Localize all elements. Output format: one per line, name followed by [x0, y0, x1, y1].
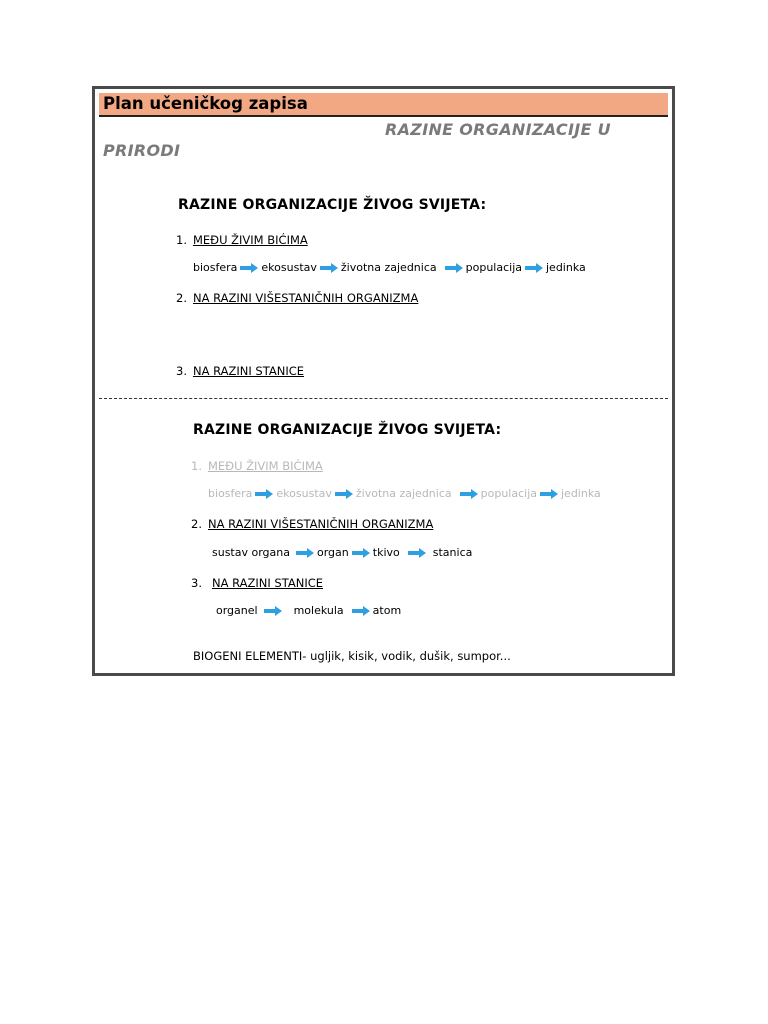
bottom-chain-2 [212, 546, 472, 559]
top-section [99, 93, 668, 398]
chain-word: populacija [480, 487, 537, 500]
chain-word: tkivo [372, 546, 400, 559]
chain-word: jedinka [561, 487, 601, 500]
arrow-right-icon [264, 606, 282, 616]
subtitle-line-1: RAZINE ORGANIZACIJE U [385, 120, 611, 139]
page-title: Plan učeničkog zapisa [103, 94, 308, 113]
bottom-item-2 [191, 517, 433, 531]
chain-word: životna zajednica [340, 261, 437, 274]
arrow-right-icon [445, 263, 463, 273]
chain-word: jedinka [546, 261, 586, 274]
arrow-right-icon [255, 489, 273, 499]
note-content [99, 93, 668, 669]
bottom-item-1-label: MEĐU ŽIVIM BIĆIMA [207, 459, 323, 473]
bottom-chain-1 [208, 487, 601, 500]
chain-word: molekula [293, 604, 344, 617]
arrow-right-icon [408, 548, 426, 558]
top-item-3-number: 3. [176, 364, 187, 378]
arrow-right-icon [296, 548, 314, 558]
top-item-1-label: MEĐU ŽIVIM BIĆIMA [192, 233, 308, 247]
arrow-right-icon [525, 263, 543, 273]
bottom-item-1-number: 1. [191, 459, 202, 473]
top-item-2-label: NA RAZINI VIŠESTANIČNIH ORGANIZMA [192, 291, 419, 305]
chain-word: životna zajednica [355, 487, 452, 500]
bottom-item-1 [191, 459, 323, 473]
chain-word: ekosustav [261, 261, 317, 274]
bottom-item-3 [191, 576, 323, 590]
top-item-3 [176, 364, 304, 378]
top-item-2-number: 2. [176, 291, 187, 305]
chain-word: populacija [465, 261, 522, 274]
bottom-item-2-label: NA RAZINI VIŠESTANIČNIH ORGANIZMA [207, 517, 434, 531]
arrow-right-icon [240, 263, 258, 273]
arrow-right-icon [320, 263, 338, 273]
top-chain-1 [193, 261, 586, 274]
chain-word: ekosustav [276, 487, 332, 500]
top-item-1-number: 1. [176, 233, 187, 247]
bottom-chain-3 [216, 604, 401, 617]
chain-word: biosfera [193, 261, 238, 274]
biogenic-elements-line: BIOGENI ELEMENTI- ugljik, kisik, vodik, dušik, sumpor... [193, 649, 511, 663]
top-item-1 [176, 233, 308, 247]
top-section-title: RAZINE ORGANIZACIJE ŽIVOG SVIJETA: [178, 197, 487, 213]
arrow-right-icon [352, 548, 370, 558]
arrow-right-icon [540, 489, 558, 499]
bottom-section-title: RAZINE ORGANIZACIJE ŽIVOG SVIJETA: [193, 422, 502, 438]
subtitle-line-2: PRIRODI [103, 141, 181, 160]
note-frame [92, 86, 675, 676]
top-item-2 [176, 291, 418, 305]
arrow-right-icon [352, 606, 370, 616]
arrow-right-icon [335, 489, 353, 499]
chain-word: organel [216, 604, 258, 617]
top-item-3-label: NA RAZINI STANICE [192, 364, 305, 378]
chain-word: atom [372, 604, 402, 617]
bottom-item-3-number: 3. [191, 576, 202, 590]
bottom-section [99, 398, 668, 669]
chain-word: stanica [432, 546, 473, 559]
chain-word: sustav organa [212, 546, 290, 559]
bottom-item-3-label: NA RAZINI STANICE [211, 576, 324, 590]
bottom-item-2-number: 2. [191, 517, 202, 531]
chain-word: organ [317, 546, 349, 559]
arrow-right-icon [460, 489, 478, 499]
chain-word: biosfera [208, 487, 253, 500]
